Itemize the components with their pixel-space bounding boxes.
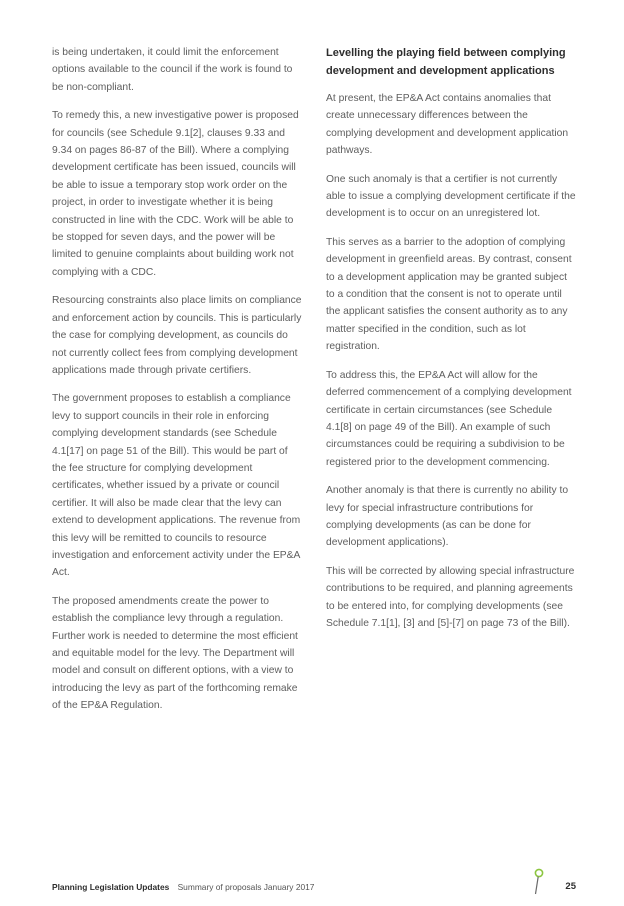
footer-title: Planning Legislation Updates (52, 882, 170, 892)
right-column (326, 44, 576, 643)
paragraph: At present, the EP&A Act contains anomalies that create unnecessary differences between the complying development and development application pathways. (326, 93, 569, 157)
footer-subtitle: Summary of proposals January 2017 (177, 882, 315, 892)
section-heading: Levelling the playing field between complying development and development applications (326, 47, 566, 77)
paragraph: To remedy this, a new investigative power is proposed for councils (see Schedule 9.1[2], clauses 9.33 and 9.34 on pages 86-87 of the Bill). Where a complying development certificate has been issued, councils will be able to issue a temporary stop work order on the project, in order to investigate whether it is being constructed in line with the CDC. Work will be able to be stopped for seven days, and the power will be limited to genuine complaints about building work not complying with a CDC. (52, 110, 299, 278)
paragraph: The government proposes to establish a compliance levy to support councils in their role in enforcing complying development standards (see Schedule 4.1[17] on page 51 of the Bill). This would be part of the fee structure for complying development certificates, whether issued by a private or council certifier. It will also be made clear that the levy can extend to development applications. The revenue from this levy will be remitted to councils to resource investigation and enforcement activity under the EP&A Act. (52, 393, 301, 579)
paragraph: The proposed amendments create the power to establish the compliance levy through a regulation. Further work is needed to determine the most efficient and equitable model for the levy. The Department will model and consult on different options, with a view to introducing the levy as part of the forthcoming remake of the EP&A Regulation. (52, 595, 298, 712)
paragraph: One such anomaly is that a certifier is not currently able to issue a complying development certificate if the development is to occur on an unregistered lot. (326, 173, 576, 220)
paragraph: Another anomaly is that there is currently no ability to levy for special infrastructure contributions for complying developments (as can be done for development applications). (326, 485, 569, 549)
paragraph: is being undertaken, it could limit the enforcement options available to the council if the work is found to be non-compliant. (52, 47, 293, 93)
paragraph: To address this, the EP&A Act will allow for the deferred commencement of a complying development certificate in certain circumstances (see Schedule 4.1[8] on page 49 of the Bill). An example of such circumstances could be requiring a subdivision to be registered prior to the development commencing. (326, 369, 572, 468)
footer-text (52, 882, 314, 892)
left-column (52, 44, 302, 726)
map-pin-icon (532, 868, 546, 896)
paragraph: This will be corrected by allowing special infrastructure contributions to be required, and planning agreements to be entered into, for complying developments (see Schedule 7.1[1], [3] and [5]-[7] on page 73 of the Bill). (326, 565, 575, 629)
paragraph: Resourcing constraints also place limits on compliance and enforcement action by councils. This is particularly the case for complying development, as councils do not currently collect fees from complying development applications made through private certifiers. (52, 295, 302, 376)
page-footer (52, 876, 576, 896)
paragraph: This serves as a barrier to the adoption of complying development in greenfield areas. By contrast, consent to a development application may be granted subject to a condition that the consent is not to operate until the applicant satisfies the consent authority as to any matter specified in the condition, such as lot registration. (326, 236, 572, 353)
page-number: 25 (565, 881, 576, 892)
